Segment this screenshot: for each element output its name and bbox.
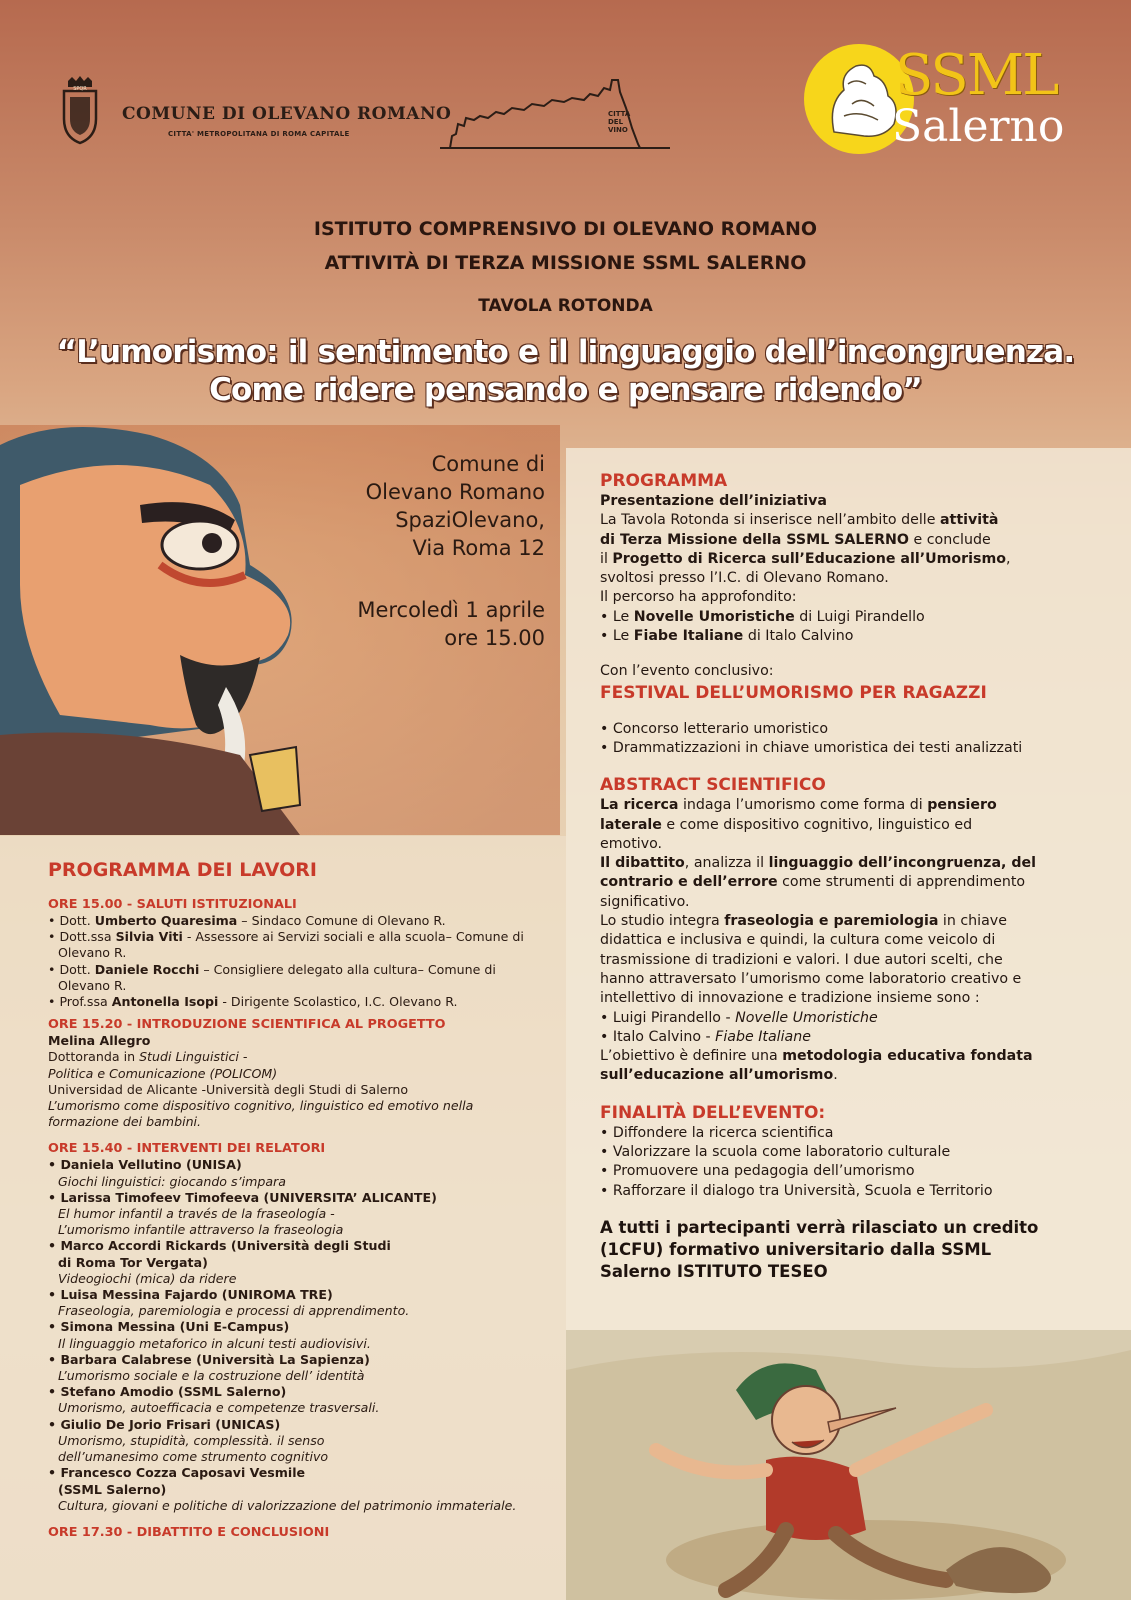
speaker-affiliation: Universidad de Alicante -Università degli Studi di Salerno [48, 1081, 409, 1097]
speaker-name: • Larissa Timofeev Timofeeva (UNIVERSITA’ ALICANTE) [48, 1190, 548, 1206]
abstract-heading: ABSTRACT SCIENTIFICO [600, 775, 826, 796]
speaker-name: (SSML Salerno) [58, 1481, 167, 1497]
lavori-heading: PROGRAMMA DEI LAVORI [48, 859, 317, 881]
talk-title: Giochi linguistici: giocando s’impara [58, 1173, 286, 1189]
programma-section [600, 470, 1100, 1283]
time-slot: ORE 15.40 - INTERVENTI DEI RELATORI [48, 1141, 326, 1157]
location-address: Via Roma 12 [412, 536, 545, 560]
programma-subheading: Presentazione dell’iniziativa [600, 493, 827, 509]
abstract-paragraph: La ricerca indaga l’umorismo come forma di pensiero laterale e come dispositivo cognitivo, linguistico ed emotivo. Il dibattito, analizza il linguaggio dell’incongruenza, del contrario e dell’errore come strumenti di apprendimento significativo. Lo studio integra fraseologia e paremiologia in chiave didattica e inclusiva e quindi, la cultura come veicolo di trasmissione di tradizioni e valori. I due autori scelti, che hanno attraversato l’umorismo come laboratorio creativo e intellettivo di innovazione e tradizione insieme sono : [600, 797, 1036, 1007]
speaker-name: • Daniela Vellutino (UNISA) [48, 1157, 548, 1173]
main-title-line2: Come ridere pensando e pensare ridendo” [209, 372, 922, 408]
main-title-line1: “L’umorismo: il sentimento e il linguaggio dell’incongruenza. [56, 334, 1075, 370]
speaker-name: • Barbara Calabrese (Università La Sapienza) [48, 1352, 548, 1368]
institute-title: ISTITUTO COMPRENSIVO DI OLEVANO ROMANO [313, 218, 818, 240]
list-item: • Dott. Daniele Rocchi – Consigliere delegato alla cultura– Comune di Olevano R. [48, 962, 548, 994]
event-date: Mercoledì 1 aprile [357, 598, 545, 622]
date-block [290, 596, 545, 652]
event-type: TAVOLA ROTONDA [478, 296, 653, 316]
speaker-name: • Francesco Cozza Caposavi Vesmile [48, 1465, 548, 1481]
comune-name: COMUNE DI OLEVANO ROMANO [122, 104, 452, 124]
speaker-name: • Simona Messina (Uni E-Campus) [48, 1319, 548, 1335]
crest-icon [60, 75, 100, 145]
talk-title: L’umorismo come dispositivo cognitivo, linguistico ed emotivo nella [48, 1098, 474, 1114]
speaker-name: • Giulio De Jorio Frisari (UNICAS) [48, 1417, 548, 1433]
programma-lavori-section [48, 858, 548, 1541]
list-item: • Rafforzare il dialogo tra Università, Scuola e Territorio [600, 1182, 1100, 1201]
list-item: • Valorizzare la scuola come laboratorio culturale [600, 1143, 1100, 1162]
speaker-role: Politica e Comunicazione (POLICOM) [48, 1065, 278, 1081]
talk-title: dell’umanesimo come strumento cognitivo [58, 1449, 329, 1465]
talk-title: Umorismo, autoefficacia e competenze trasversali. [58, 1400, 380, 1416]
list-item: • Concorso letterario umoristico [600, 720, 1100, 739]
conclusivo-label: Con l’evento conclusivo: [600, 663, 774, 680]
programma-heading: PROGRAMMA [600, 471, 728, 491]
list-item: • Promuovere una pedagogia dell’umorismo [600, 1162, 1100, 1181]
speaker-name: • Stefano Amodio (SSML Salerno) [48, 1384, 548, 1400]
list-item: • Luigi Pirandello - Novelle Umoristiche [600, 1009, 1100, 1028]
talk-title: L’umorismo sociale e la costruzione dell’ identità [58, 1368, 365, 1384]
list-item: • Dott.ssa Silvia Viti - Assessore ai Servizi sociali e alla scuola– Comune di Olevano R. [48, 929, 548, 961]
location-block [290, 450, 545, 562]
talk-title: Cultura, giovani e politiche di valorizzazione del patrimonio immateriale. [58, 1497, 517, 1513]
mission-title: ATTIVITÀ DI TERZA MISSIONE SSML SALERNO [324, 252, 807, 274]
talk-title: L’umorismo infantile attraverso la fraseologia [58, 1222, 344, 1238]
list-item: • Diffondere la ricerca scientifica [600, 1124, 1100, 1143]
list-item: • Drammatizzazioni in chiave umoristica dei testi analizzati [600, 739, 1100, 758]
time-slot: ORE 15.20 - INTRODUZIONE SCIENTIFICA AL PROGETTO [48, 1017, 446, 1033]
list-item: • Prof.ssa Antonella Isopi - Dirigente Scolastico, I.C. Olevano R. [48, 994, 548, 1010]
location-line2: Olevano Romano [365, 480, 545, 504]
time-slot: ORE 17.30 - DIBATTITO E CONCLUSIONI [48, 1524, 330, 1540]
comune-logo [60, 70, 660, 160]
festival-heading: FESTIVAL DELL’UMORISMO PER RAGAZZI [600, 682, 987, 703]
talk-title: Il linguaggio metaforico in alcuni testi audiovisivi. [58, 1335, 371, 1351]
time-slot: ORE 15.00 - SALUTI ISTITUZIONALI [48, 897, 297, 912]
crest-text: SPQR [73, 86, 87, 92]
ssml-logo-top: SSML [895, 43, 1058, 108]
list-item: • Dott. Umberto Quaresima – Sindaco Comune di Olevano R. [48, 913, 548, 929]
abstract-objective: L’obiettivo è definire una metodologia educativa fondata sull’educazione all’umorismo. [600, 1048, 1033, 1084]
pinocchio-illustration [566, 1330, 1131, 1600]
talk-title: El humor infantil a través de la fraseología - [58, 1206, 335, 1222]
talk-title: Videogiochi (mica) da ridere [58, 1270, 237, 1286]
speaker-name: • Marco Accordi Rickards (Università degli Studi [48, 1238, 548, 1254]
speaker-name: Melina Allegro [48, 1033, 151, 1049]
speaker-name: • Luisa Messina Fajardo (UNIROMA TRE) [48, 1287, 548, 1303]
programma-paragraph: La Tavola Rotonda si inserisce nell’ambito delle attività di Terza Missione della SSML SALERNO e conclude il Progetto di Ricerca sull’Educazione all’Umorismo, svoltosi presso l’I.C. di Olevano Romano. Il percorso ha approfondito: [600, 512, 1011, 606]
talk-title: Umorismo, stupidità, complessità. il senso [58, 1432, 325, 1448]
credit-notice: A tutti i partecipanti verrà rilasciato un credito (1CFU) formativo universitario dalla SSML Salerno ISTITUTO TESEO [600, 1217, 1039, 1281]
comune-subtitle: CITTA' METROPOLITANA DI ROMA CAPITALE [168, 130, 350, 138]
location-venue: SpaziOlevano, [395, 508, 545, 532]
event-time: ore 15.00 [444, 626, 545, 650]
speaker-role: Dottoranda in Studi Linguistici - [48, 1049, 248, 1065]
list-item: • Le Fiabe Italiane di Italo Calvino [600, 627, 1100, 646]
list-item: • Italo Calvino - Fiabe Italiane [600, 1028, 1100, 1047]
location-line1: Comune di [431, 452, 545, 476]
talk-title: formazione dei bambini. [48, 1114, 202, 1130]
ssml-logo-bottom: Salerno [892, 101, 1065, 152]
finalita-heading: FINALITÀ DELL’EVENTO: [600, 1102, 826, 1123]
citta-del-vino-badge: CITTÀ DEL VINO [608, 110, 631, 134]
ssml-logo [800, 38, 1100, 168]
speaker-name: di Roma Tor Vergata) [58, 1254, 208, 1270]
talk-title: Fraseologia, paremiologia e processi di apprendimento. [58, 1303, 410, 1319]
list-item: • Le Novelle Umoristiche di Luigi Pirandello [600, 608, 1100, 627]
